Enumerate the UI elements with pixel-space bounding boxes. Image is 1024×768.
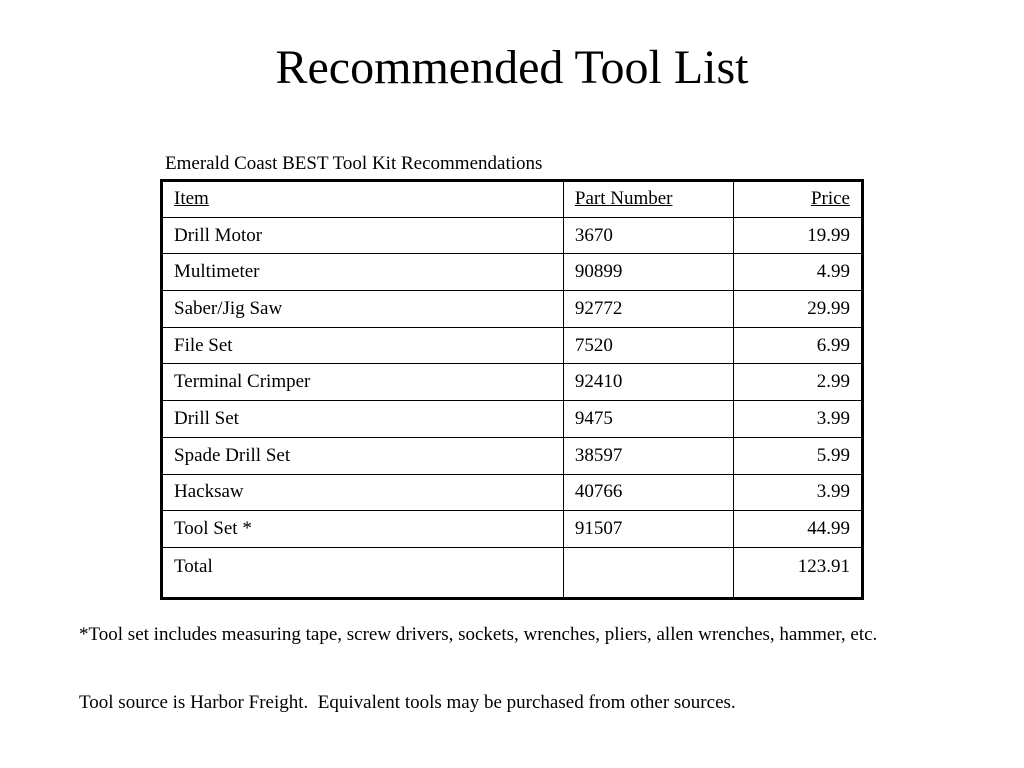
item-cell: Spade Drill Set	[162, 437, 564, 474]
price-cell: 2.99	[734, 364, 863, 401]
price-cell: 19.99	[734, 217, 863, 254]
price-cell: 6.99	[734, 327, 863, 364]
item-cell: File Set	[162, 327, 564, 364]
header-item: Item	[162, 181, 564, 218]
total-label: Total	[162, 547, 564, 598]
part-number-cell: 91507	[563, 511, 734, 548]
price-cell: 44.99	[734, 511, 863, 548]
header-price: Price	[734, 181, 863, 218]
part-number-cell: 38597	[563, 437, 734, 474]
price-cell: 3.99	[734, 401, 863, 438]
table-row	[162, 327, 863, 364]
slide-title: Recommended Tool List	[275, 41, 749, 94]
part-number-cell: 3670	[563, 217, 734, 254]
total-price: 123.91	[734, 547, 863, 598]
table-header-row	[162, 181, 863, 218]
total-row	[162, 547, 863, 598]
table-row	[162, 291, 863, 328]
price-cell: 3.99	[734, 474, 863, 511]
table-row	[162, 364, 863, 401]
part-number-cell: 40766	[563, 474, 734, 511]
table-caption: Emerald Coast BEST Tool Kit Recommendations	[165, 153, 543, 174]
table-row	[162, 217, 863, 254]
tool-list-table	[160, 179, 864, 600]
source-footnote: Tool source is Harbor Freight. Equivalent tools may be purchased from other sources.	[79, 692, 736, 713]
part-number-cell: 90899	[563, 254, 734, 291]
item-cell: Terminal Crimper	[162, 364, 564, 401]
table-row	[162, 437, 863, 474]
part-number-cell: 92410	[563, 364, 734, 401]
price-cell: 29.99	[734, 291, 863, 328]
price-cell: 5.99	[734, 437, 863, 474]
table-row	[162, 511, 863, 548]
header-part-number: Part Number	[563, 181, 734, 218]
table-row	[162, 474, 863, 511]
item-cell: Tool Set *	[162, 511, 564, 548]
item-cell: Drill Motor	[162, 217, 564, 254]
table-row	[162, 401, 863, 438]
tool-set-footnote: *Tool set includes measuring tape, screw drivers, sockets, wrenches, pliers, allen wrenches, hammer, etc.	[79, 624, 878, 645]
part-number-cell: 9475	[563, 401, 734, 438]
item-cell: Multimeter	[162, 254, 564, 291]
table-row	[162, 254, 863, 291]
part-number-cell: 7520	[563, 327, 734, 364]
item-cell: Hacksaw	[162, 474, 564, 511]
item-cell: Saber/Jig Saw	[162, 291, 564, 328]
price-cell: 4.99	[734, 254, 863, 291]
part-number-cell: 92772	[563, 291, 734, 328]
total-part-number-cell	[563, 547, 734, 598]
item-cell: Drill Set	[162, 401, 564, 438]
